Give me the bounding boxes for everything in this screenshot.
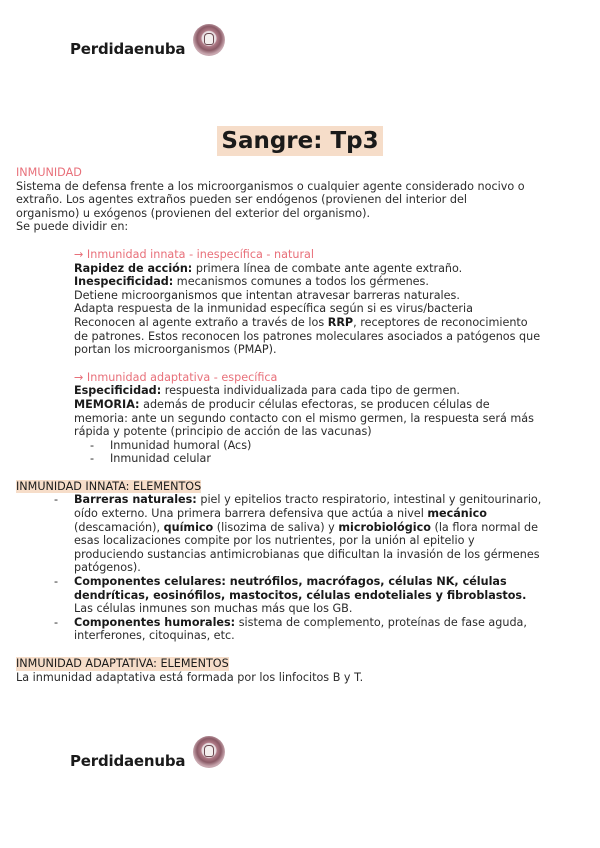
adaptativa-heading: → Inmunidad adaptativa - específica xyxy=(74,370,278,384)
section-heading-inmunidad: INMUNIDAD xyxy=(16,166,82,179)
list-item: - Inmunidad humoral (Acs) xyxy=(74,439,544,453)
inmunidad-divide: Se puede dividir en: xyxy=(16,220,129,234)
innata-elementos-block xyxy=(74,493,544,643)
page-title: Sangre: Tp3 xyxy=(217,126,382,156)
innata-line3: Detiene microorganismos que intentan atravesar barreras naturales. xyxy=(74,288,460,302)
list-item: - Inmunidad celular xyxy=(74,452,544,466)
innata-heading: → Inmunidad innata - inespecífica - natural xyxy=(74,247,315,261)
list-item-humorales: - Componentes humorales: sistema de complemento, proteínas de fase aguda, interferones, citoquinas, etc. xyxy=(38,616,544,643)
adaptativa-elementos-text: La inmunidad adaptativa está formada por los linfocitos B y T. xyxy=(16,670,364,684)
adaptativa-memoria: MEMORIA: además de producir células efectoras, se producen células de memoria: ante un segundo contacto con el mismo germen, la respuesta será más rápida y potente (principio de acción de las vacunas) xyxy=(74,397,534,439)
innata-rapidez: Rapidez de acción: primera línea de combate ante agente extraño. xyxy=(74,261,463,275)
adaptativa-elementos-heading-row xyxy=(16,657,526,671)
brand-name: Perdidaenuba xyxy=(70,40,186,58)
innata-line4: Adapta respuesta de la inmunidad específica según si es virus/bacteria xyxy=(74,302,473,316)
innata-inespecificidad: Inespecificidad: mecanismos comunes a todos los gérmenes. xyxy=(74,275,429,289)
list-item-celulares: - Componentes celulares: neutrófilos, macrófagos, células NK, células dendríticas, eosinófilos, mastocitos, células endoteliales y fibroblastos. Las células inmunes son muchas más que los GB. xyxy=(38,575,544,616)
title-wrap xyxy=(0,126,600,156)
inmunidad-intro: Sistema de defensa frente a los microorganismos o cualquier agente considerado nocivo o extraño. Los agentes extraños pueden ser endógenos (provienen del interior del organismo) u exógenos (provienen del exterior del organismo). xyxy=(16,179,525,220)
brand-header xyxy=(70,40,225,58)
avatar xyxy=(193,24,225,56)
adaptativa-list xyxy=(74,439,544,466)
innata-elementos-heading-row xyxy=(16,480,526,494)
innata-block xyxy=(74,248,544,466)
brand-name: Perdidaenuba xyxy=(70,752,186,770)
innata-rrp: Reconocen al agente extraño a través de los RRP, receptores de reconocimiento de patrones. Estos reconocen los patrones moleculares asociados a patógenos que portan los microorganismos (PMAP). xyxy=(74,315,541,357)
adaptativa-especificidad: Especificidad: respuesta individualizada para cada tipo de germen. xyxy=(74,384,460,398)
innata-elementos-heading: INMUNIDAD INNATA: ELEMENTOS xyxy=(16,479,202,493)
list-item-barreras: - Barreras naturales: piel y epitelios tracto respiratorio, intestinal y genitourinario, oído externo. Una primera barrera defensiva que actúa a nivel mecánico (descamación), químico (lisozima de saliva) y microbiológico (la flora normal de esas localizaciones compite por los nutrientes, por la unión al epitelio y produciendo sustancias antimicrobianas que dificultan la invasión de los gérmenes patógenos). xyxy=(38,493,544,575)
avatar xyxy=(193,736,225,768)
document-body xyxy=(16,166,542,684)
innata-elementos-list xyxy=(38,493,544,643)
adaptativa-elementos-heading: INMUNIDAD ADAPTATIVA: ELEMENTOS xyxy=(16,657,229,670)
brand-footer xyxy=(70,752,225,770)
